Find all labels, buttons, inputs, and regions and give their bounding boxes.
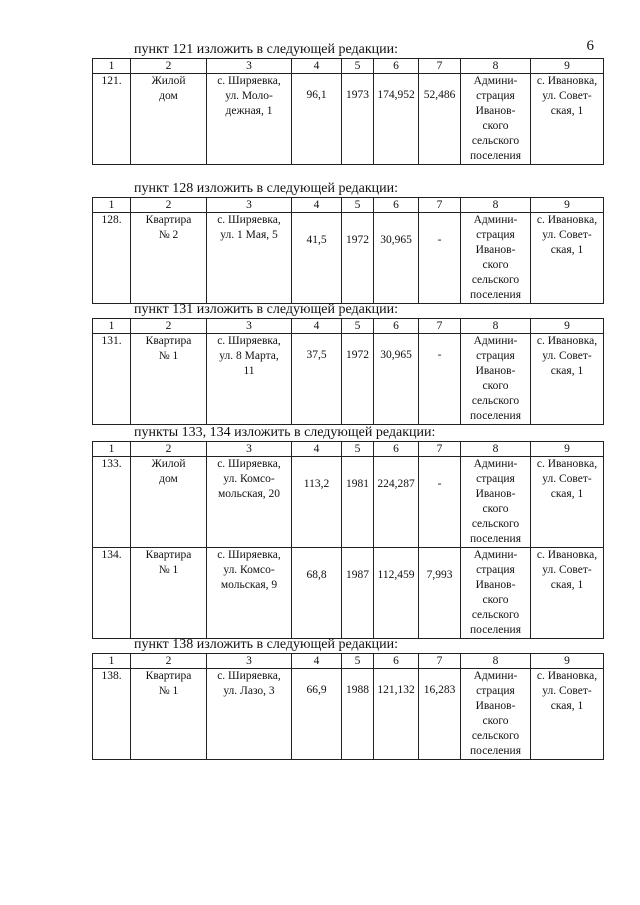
holder-line: Админи- <box>473 458 518 470</box>
holder-line: ского <box>482 503 509 515</box>
holder-line: ского <box>482 594 509 606</box>
book-value-cell: 174,952 <box>374 74 419 165</box>
holder-address-line: ская, 1 <box>550 488 584 500</box>
holder-cell <box>461 74 531 165</box>
column-number: 8 <box>461 442 531 457</box>
area-cell: 37,5 <box>292 334 342 425</box>
holder-address-line: с. Ивановка, <box>536 549 598 561</box>
table-row <box>93 74 604 165</box>
column-number: 3 <box>207 442 292 457</box>
column-number: 7 <box>419 59 461 74</box>
column-number-row <box>93 198 604 213</box>
year-cell: 1988 <box>342 669 374 760</box>
object-name-cell <box>131 669 207 760</box>
column-number: 2 <box>131 59 207 74</box>
book-value-cell: 121,132 <box>374 669 419 760</box>
column-number: 1 <box>93 198 131 213</box>
holder-line: страция <box>476 229 515 241</box>
column-number: 6 <box>374 319 419 334</box>
column-number: 4 <box>292 319 342 334</box>
column-number: 9 <box>531 319 604 334</box>
holder-cell <box>461 457 531 548</box>
year-cell: 1981 <box>342 457 374 548</box>
property-table <box>92 197 604 304</box>
holder-address-cell <box>531 548 604 639</box>
residual-value-cell: 7,993 <box>419 548 461 639</box>
column-number: 1 <box>93 319 131 334</box>
holder-address-line: ская, 1 <box>550 579 584 591</box>
area-cell: 96,1 <box>292 74 342 165</box>
holder-cell <box>461 548 531 639</box>
row-number-cell: 121. <box>93 74 131 165</box>
row-number-cell: 128. <box>93 213 131 304</box>
object-address-line: с. Ширяевка, <box>217 549 281 561</box>
holder-line: страция <box>476 473 515 485</box>
object-name-line: № 2 <box>158 229 179 241</box>
holder-line: страция <box>476 564 515 576</box>
column-number: 8 <box>461 319 531 334</box>
residual-value-cell: - <box>419 457 461 548</box>
column-number: 9 <box>531 442 604 457</box>
holder-address-line: с. Ивановка, <box>536 214 598 226</box>
holder-line: Админи- <box>473 335 518 347</box>
holder-address-cell <box>531 213 604 304</box>
column-number: 8 <box>461 59 531 74</box>
holder-cell <box>461 213 531 304</box>
holder-address-line: ул. Совет- <box>542 90 592 102</box>
column-number: 2 <box>131 198 207 213</box>
book-value-cell: 112,459 <box>374 548 419 639</box>
holder-address-line: с. Ивановка, <box>536 670 598 682</box>
holder-line: сельского <box>471 395 520 407</box>
object-name-cell <box>131 334 207 425</box>
residual-value-cell: 52,486 <box>419 74 461 165</box>
section-heading: пункт 128 изложить в следующей редакции: <box>134 181 398 196</box>
holder-address-line: ул. Совет- <box>542 473 592 485</box>
holder-line: Иванов- <box>475 365 516 377</box>
holder-line: поселения <box>470 533 521 545</box>
column-number-row <box>93 59 604 74</box>
object-name-cell <box>131 457 207 548</box>
area-cell: 41,5 <box>292 213 342 304</box>
property-table <box>92 318 604 425</box>
object-address-cell <box>207 548 292 639</box>
column-number: 8 <box>461 198 531 213</box>
holder-address-line: ская, 1 <box>550 365 584 377</box>
holder-address-line: с. Ивановка, <box>536 458 598 470</box>
column-number: 6 <box>374 442 419 457</box>
area-cell: 113,2 <box>292 457 342 548</box>
holder-line: поселения <box>470 410 521 422</box>
column-number: 3 <box>207 654 292 669</box>
holder-line: Иванов- <box>475 105 516 117</box>
holder-address-line: с. Ивановка, <box>536 75 598 87</box>
object-name-line: Квартира <box>145 549 192 561</box>
book-value-cell: 224,287 <box>374 457 419 548</box>
section-heading: пункт 121 изложить в следующей редакции: <box>134 42 398 57</box>
column-number: 4 <box>292 654 342 669</box>
column-number: 1 <box>93 442 131 457</box>
object-name-line: дом <box>159 473 178 485</box>
column-number: 4 <box>292 198 342 213</box>
column-number: 6 <box>374 198 419 213</box>
holder-line: ского <box>482 120 509 132</box>
year-cell: 1987 <box>342 548 374 639</box>
table-row <box>93 213 604 304</box>
holder-line: ского <box>482 259 509 271</box>
column-number: 5 <box>342 59 374 74</box>
holder-line: сельского <box>471 518 520 530</box>
column-number: 5 <box>342 442 374 457</box>
holder-line: поселения <box>470 289 521 301</box>
residual-value-cell: - <box>419 213 461 304</box>
section-2 <box>92 181 603 304</box>
column-number: 5 <box>342 319 374 334</box>
holder-address-cell <box>531 74 604 165</box>
holder-line: Иванов- <box>475 700 516 712</box>
holder-address-line: ул. Совет- <box>542 685 592 697</box>
object-address-line: ул. Моло- <box>225 90 273 102</box>
object-address-cell <box>207 457 292 548</box>
holder-address-line: ская, 1 <box>550 700 584 712</box>
object-address-line: ул. Комсо- <box>223 564 275 576</box>
column-number: 4 <box>292 442 342 457</box>
column-number: 2 <box>131 319 207 334</box>
section-heading: пункты 133, 134 изложить в следующей редакции: <box>134 425 436 440</box>
column-number-row <box>93 654 604 669</box>
column-number: 5 <box>342 198 374 213</box>
row-number-cell: 133. <box>93 457 131 548</box>
column-number: 6 <box>374 59 419 74</box>
holder-line: поселения <box>470 745 521 757</box>
row-number-cell: 134. <box>93 548 131 639</box>
table-row <box>93 334 604 425</box>
object-name-line: № 1 <box>158 350 179 362</box>
holder-line: страция <box>476 685 515 697</box>
column-number: 3 <box>207 198 292 213</box>
object-name-line: Жилой <box>151 458 186 470</box>
section-4 <box>92 425 603 639</box>
object-name-line: Квартира <box>145 214 192 226</box>
column-number-row <box>93 319 604 334</box>
holder-address-line: с. Ивановка, <box>536 335 598 347</box>
year-cell: 1972 <box>342 334 374 425</box>
holder-line: Иванов- <box>475 488 516 500</box>
residual-value-cell: 16,283 <box>419 669 461 760</box>
table-row <box>93 669 604 760</box>
object-address-line: ул. Лазо, 3 <box>223 685 275 697</box>
column-number: 1 <box>93 59 131 74</box>
object-address-cell <box>207 213 292 304</box>
object-address-line: ул. Комсо- <box>223 473 275 485</box>
property-table <box>92 441 604 639</box>
property-table <box>92 653 604 760</box>
column-number: 9 <box>531 654 604 669</box>
holder-address-cell <box>531 334 604 425</box>
year-cell: 1972 <box>342 213 374 304</box>
column-number: 7 <box>419 319 461 334</box>
page-number: 6 <box>586 38 594 54</box>
property-table <box>92 58 604 165</box>
holder-line: поселения <box>470 624 521 636</box>
holder-line: Админи- <box>473 549 518 561</box>
holder-cell <box>461 669 531 760</box>
section-5 <box>92 637 603 760</box>
column-number: 9 <box>531 59 604 74</box>
residual-value-cell: - <box>419 334 461 425</box>
table-row <box>93 548 604 639</box>
holder-line: поселения <box>470 150 521 162</box>
column-number: 1 <box>93 654 131 669</box>
object-address-line: дежная, 1 <box>225 105 273 117</box>
object-address-line: мольская, 20 <box>217 488 281 500</box>
object-address-line: ул. 1 Мая, 5 <box>220 229 278 241</box>
table-row <box>93 457 604 548</box>
book-value-cell: 30,965 <box>374 213 419 304</box>
holder-line: Админи- <box>473 670 518 682</box>
object-name-line: Жилой <box>151 75 186 87</box>
holder-line: Админи- <box>473 214 518 226</box>
book-value-cell: 30,965 <box>374 334 419 425</box>
object-address-line: с. Ширяевка, <box>217 214 281 226</box>
column-number-row <box>93 442 604 457</box>
column-number: 4 <box>292 59 342 74</box>
holder-line: страция <box>476 90 515 102</box>
object-name-line: № 1 <box>158 685 179 697</box>
holder-line: страция <box>476 350 515 362</box>
holder-line: сельского <box>471 730 520 742</box>
holder-cell <box>461 334 531 425</box>
object-address-line: с. Ширяевка, <box>217 458 281 470</box>
column-number: 2 <box>131 442 207 457</box>
holder-address-cell <box>531 669 604 760</box>
area-cell: 66,9 <box>292 669 342 760</box>
holder-line: Иванов- <box>475 244 516 256</box>
section-1 <box>92 42 603 165</box>
holder-line: сельского <box>471 135 520 147</box>
column-number: 7 <box>419 198 461 213</box>
row-number-cell: 131. <box>93 334 131 425</box>
column-number: 5 <box>342 654 374 669</box>
holder-address-line: ская, 1 <box>550 105 584 117</box>
column-number: 3 <box>207 319 292 334</box>
object-address-cell <box>207 669 292 760</box>
section-heading: пункт 131 изложить в следующей редакции: <box>134 302 398 317</box>
holder-line: ского <box>482 715 509 727</box>
holder-line: ского <box>482 380 509 392</box>
holder-address-line: ул. Совет- <box>542 350 592 362</box>
object-name-cell <box>131 213 207 304</box>
holder-address-line: ул. Совет- <box>542 564 592 576</box>
section-heading: пункт 138 изложить в следующей редакции: <box>134 637 398 652</box>
column-number: 7 <box>419 442 461 457</box>
object-address-line: с. Ширяевка, <box>217 335 281 347</box>
holder-line: Админи- <box>473 75 518 87</box>
section-3 <box>92 302 603 425</box>
object-name-line: Квартира <box>145 335 192 347</box>
object-name-line: № 1 <box>158 564 179 576</box>
column-number: 8 <box>461 654 531 669</box>
object-address-line: с. Ширяевка, <box>217 670 281 682</box>
object-name-line: дом <box>159 90 178 102</box>
column-number: 3 <box>207 59 292 74</box>
object-address-cell <box>207 334 292 425</box>
area-cell: 68,8 <box>292 548 342 639</box>
holder-address-cell <box>531 457 604 548</box>
object-address-line: с. Ширяевка, <box>217 75 281 87</box>
holder-line: сельского <box>471 609 520 621</box>
column-number: 7 <box>419 654 461 669</box>
object-address-line: ул. 8 Марта, <box>219 350 279 362</box>
object-name-line: Квартира <box>145 670 192 682</box>
object-address-line: мольская, 9 <box>220 579 278 591</box>
column-number: 9 <box>531 198 604 213</box>
object-address-line: 11 <box>243 365 255 377</box>
object-name-cell <box>131 74 207 165</box>
holder-line: Иванов- <box>475 579 516 591</box>
holder-line: сельского <box>471 274 520 286</box>
year-cell: 1973 <box>342 74 374 165</box>
holder-address-line: ская, 1 <box>550 244 584 256</box>
column-number: 6 <box>374 654 419 669</box>
holder-address-line: ул. Совет- <box>542 229 592 241</box>
row-number-cell: 138. <box>93 669 131 760</box>
object-name-cell <box>131 548 207 639</box>
column-number: 2 <box>131 654 207 669</box>
object-address-cell <box>207 74 292 165</box>
